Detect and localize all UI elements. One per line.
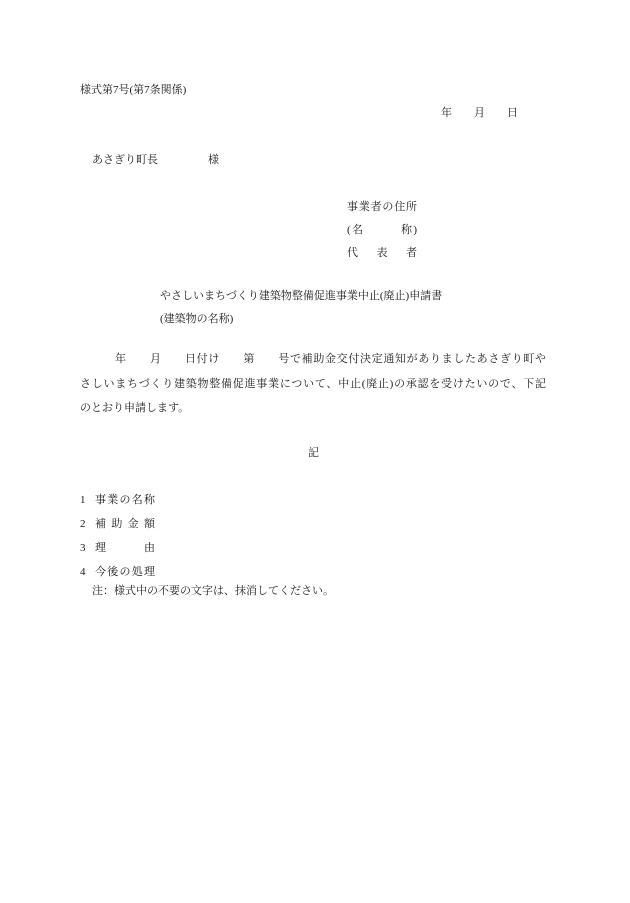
addressee-honorific: 様 <box>208 154 219 166</box>
item-number: 3 <box>80 542 86 554</box>
footnote: 注：様式中の不要の文字は、抹消してください。 <box>92 585 334 597</box>
item-label-subsidy-amount: 補 助 金 額 <box>95 518 155 530</box>
applicant-representative-label: 代 表 者 <box>347 247 417 259</box>
item-label-future-handling: 今後の処理 <box>95 566 155 578</box>
addressee-name: あさぎり町長 <box>92 154 158 166</box>
item-number: 1 <box>80 494 86 506</box>
building-name-label: (建築物の名称) <box>160 313 234 325</box>
applicant-address-label: 事業者の住所 <box>347 201 417 213</box>
body-text-line: 年 月 日付け 第 号で補助金交付決定通知がありましたあさぎり町や <box>80 353 546 365</box>
body-text-line: さしいまちづくり建築物整備促進事業について、中止(廃止)の承認を受けたいので、下記 <box>80 378 546 390</box>
item-label-reason: 理 由 <box>95 542 155 554</box>
item-number: 4 <box>80 566 86 578</box>
date-line: 年 月 日 <box>441 107 518 119</box>
form-number: 様式第7号(第7条関係) <box>80 84 187 96</box>
ki-heading: 記 <box>308 447 319 459</box>
item-label-project-name: 事業の名称 <box>95 494 155 506</box>
applicant-name-label: (名 称) <box>347 224 417 236</box>
body-text-line: のとおり申請します。 <box>80 402 190 414</box>
document-title: やさしいまちづくり建築物整備促進事業中止(廃止)申請書 <box>160 290 443 302</box>
item-number: 2 <box>80 518 86 530</box>
